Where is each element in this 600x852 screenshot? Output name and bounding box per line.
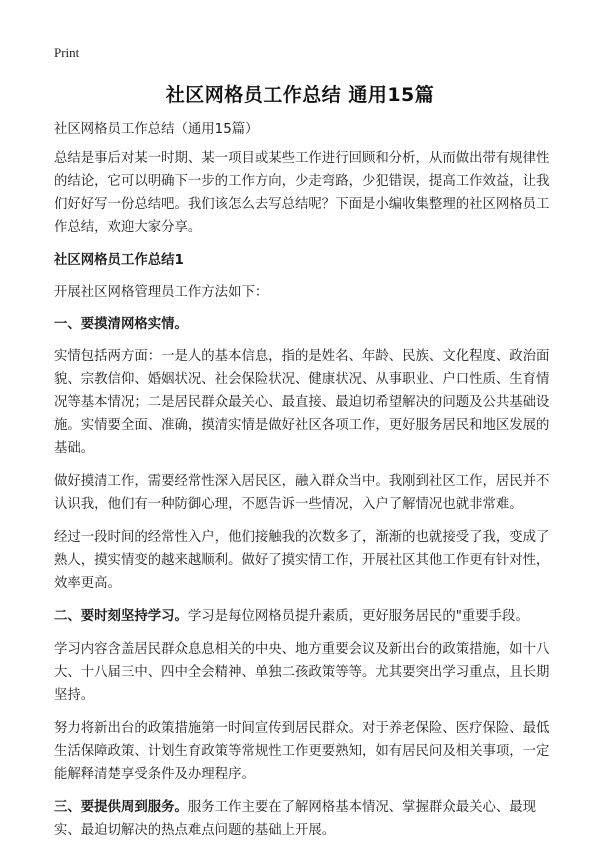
point3-heading: 三、要提供周到服务。 [54,800,188,815]
point2-paragraph [54,605,554,628]
article-subtitle: 社区网格员工作总结（通用15篇） [54,122,259,137]
point1-paragraph-3: 经过一段时间的经常性入户，他们接触我的次数多了，渐渐的也就接受了我，变成了熟人，摸实情变的越来越顺利。做好了摸实情工作，开展社区其他工作更有针对性，效率更高。 [54,530,550,591]
method-intro: 开展社区网格管理员工作方法如下： [54,285,269,300]
point2-paragraph-1: 学习内容含盖居民群众息息相关的中央、地方重要会议及新出台的政策措施，如十八大、十八届三中、四中全会精神、单独二孩政策等等。尤其要突出学习重点，且长期坚持。 [54,642,550,703]
print-link[interactable]: Print [54,45,80,60]
point3-paragraph [54,796,554,842]
intro-paragraph: 总结是事后对某一时期、某一项目或某些工作进行回顾和分析，从而做出带有规律性的结论，它可以明确下一步的工作方向，少走弯路，少犯错误，提高工作效益，让我们好好写一份总结吧。我们该怎么去写总结呢？下面是小编收集整理的社区网格员工作总结，欢迎大家分享。 [54,151,550,235]
point2-heading: 二、要时刻坚持学习。 [54,609,188,624]
point1-paragraph-2: 做好摸清工作，需要经常性深入居民区，融入群众当中。我刚到社区工作，居民并不认识我，他们有一种防御心理，不愿告诉一些情况，入户了解情况也就非常难。 [54,474,550,512]
point3-text: 服务工作主要在了解网格基本情况、掌握群众最关心、最现实、最迫切解决的热点难点问题的基础上开展。 [54,800,537,838]
point1-heading: 一、要摸清网格实情。 [54,317,188,332]
section-heading: 社区网格员工作总结1 [54,253,184,268]
point2-paragraph-2: 努力将新出台的政策措施第一时间宣传到居民群众。对于养老保险、医疗保险、最低生活保障政策、计划生育政策等常规性工作更要熟知，如有居民问及相关事项，一定能解释清楚享受条件及办理程序。 [54,721,550,782]
point2-text: 学习是每位网格员提升素质，更好服务居民的"重要手段。 [187,609,529,624]
article-body [54,118,554,852]
document-title: 社区网格员工作总结 通用15篇 [165,84,435,106]
point1-paragraph-1: 实情包括两方面：一是人的基本信息，指的是姓名、年龄、民族、文化程度、政治面貌、宗教信仰、婚姻状况、社会保险状况、健康状况、从事职业、户口性质、生育情况等基本情况；二是居民群众最关心、最直接、最迫切希望解决的问题及公共基础设施。实情要全面、准确，摸清实情是做好社区各项工作，更好服务居民和地区发展的基础。 [54,349,550,456]
